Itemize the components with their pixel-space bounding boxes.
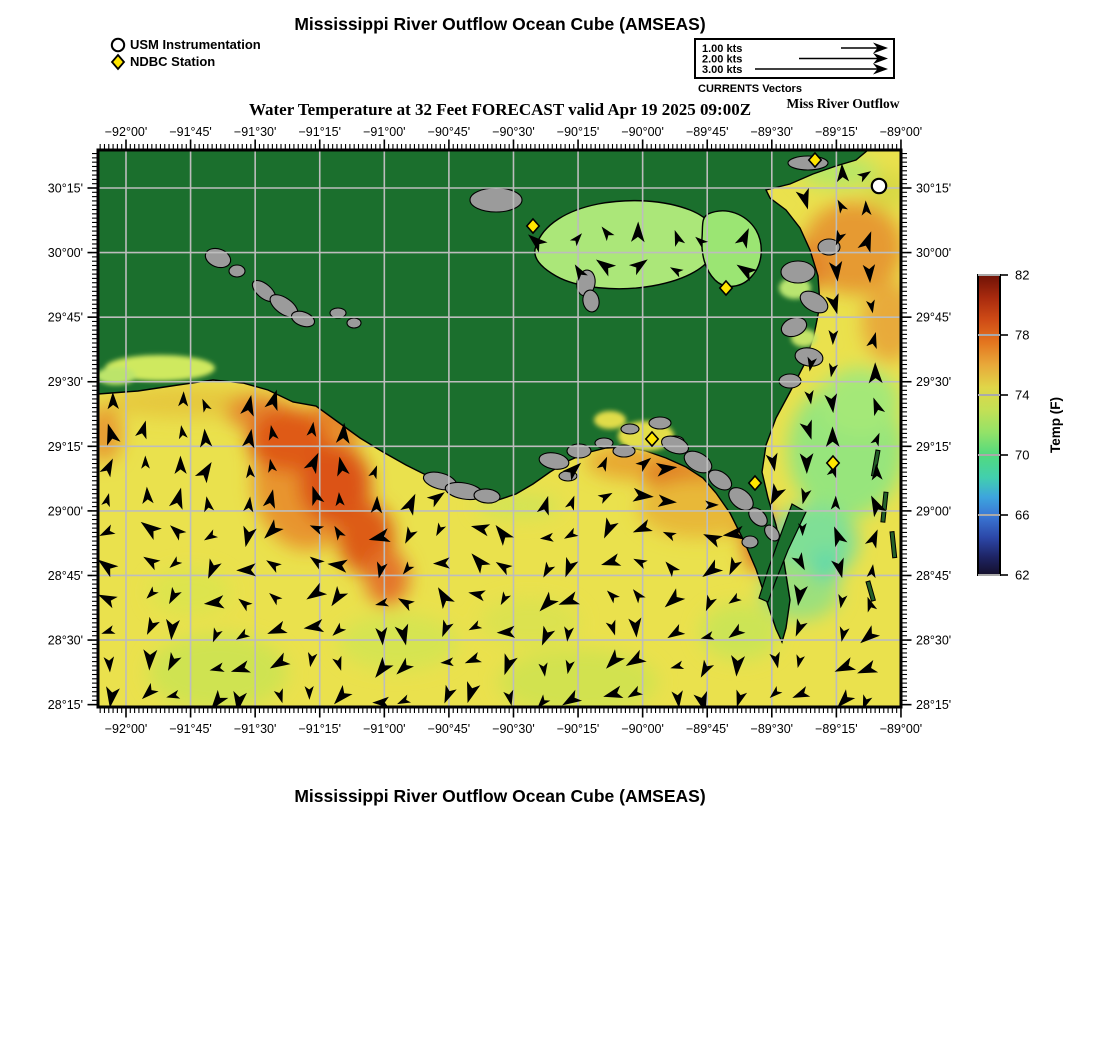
svg-text:70: 70 [1015, 447, 1030, 463]
svg-text:30°00': 30°00' [916, 246, 952, 261]
legend-label-usm: USM Instrumentation [130, 37, 261, 52]
svg-text:66: 66 [1015, 507, 1030, 523]
svg-text:−91°15': −91°15' [298, 722, 341, 736]
usm-circle-icon [110, 36, 130, 54]
map-layers [86, 150, 918, 715]
svg-text:−89°45': −89°45' [685, 722, 729, 736]
map-plot [47, 125, 952, 736]
svg-text:−89°30': −89°30' [750, 125, 794, 139]
svg-text:−91°00': −91°00' [363, 125, 406, 139]
svg-text:29°45': 29°45' [47, 310, 83, 325]
svg-text:30°15': 30°15' [916, 181, 952, 196]
svg-text:29°30': 29°30' [47, 375, 83, 390]
svg-text:−90°00': −90°00' [621, 722, 664, 736]
svg-text:−90°45': −90°45' [427, 125, 471, 139]
svg-text:28°15': 28°15' [47, 698, 83, 713]
svg-text:29°00': 29°00' [47, 504, 83, 519]
svg-text:−89°30': −89°30' [750, 722, 794, 736]
svg-text:2.00 kts: 2.00 kts [702, 53, 743, 66]
colorbar-title: Temp (F) [1048, 397, 1063, 453]
map-area [47, 125, 952, 736]
svg-text:−90°30': −90°30' [492, 125, 535, 139]
colorbar-area [968, 262, 1098, 597]
svg-text:29°15': 29°15' [916, 439, 952, 454]
station-legend [110, 36, 261, 70]
svg-text:30°00': 30°00' [47, 246, 83, 261]
svg-text:78: 78 [1015, 327, 1030, 343]
svg-text:30°15': 30°15' [47, 181, 83, 196]
currents-caption: CURRENTS Vectors [698, 83, 802, 95]
svg-text:−91°00': −91°00' [363, 722, 406, 736]
ndbc-diamond-icon [110, 53, 130, 71]
svg-text:62: 62 [1015, 567, 1030, 583]
region-label: Miss River Outflow [786, 96, 900, 111]
svg-text:−89°45': −89°45' [685, 125, 729, 139]
svg-text:3.00 kts: 3.00 kts [702, 64, 743, 76]
currents-scale-arrows [696, 40, 892, 76]
svg-text:−91°30': −91°30' [233, 125, 277, 139]
svg-text:29°30': 29°30' [916, 375, 952, 390]
legend-item-ndbc [110, 53, 261, 70]
svg-text:29°45': 29°45' [916, 310, 952, 325]
svg-text:28°30': 28°30' [916, 633, 952, 648]
currents-scale-box [694, 38, 895, 79]
legend-item-usm [110, 36, 261, 53]
svg-text:−89°15': −89°15' [815, 722, 858, 736]
svg-text:28°30': 28°30' [47, 633, 83, 648]
svg-text:−89°00': −89°00' [879, 722, 923, 736]
legend-label-ndbc: NDBC Station [130, 54, 216, 69]
footer-title: Mississippi River Outflow Ocean Cube (AMSEAS) [294, 786, 706, 806]
forecast-subtitle: Water Temperature at 32 Feet FORECAST valid Apr 19 2025 09:00Z [248, 100, 752, 119]
svg-text:−92°00': −92°00' [104, 125, 148, 139]
svg-text:1.00 kts: 1.00 kts [702, 43, 743, 55]
temp-colorbar [968, 262, 1098, 592]
svg-text:−90°00': −90°00' [621, 125, 664, 139]
svg-text:−90°45': −90°45' [427, 722, 471, 736]
svg-text:−90°15': −90°15' [556, 125, 600, 139]
svg-text:−92°00': −92°00' [104, 722, 148, 736]
svg-text:−90°15': −90°15' [556, 722, 600, 736]
svg-text:74: 74 [1015, 387, 1030, 403]
svg-text:−90°30': −90°30' [492, 722, 535, 736]
svg-text:−91°45': −91°45' [169, 125, 212, 139]
svg-text:82: 82 [1015, 267, 1030, 283]
page-title: Mississippi River Outflow Ocean Cube (AMSEAS) [294, 14, 706, 34]
svg-text:−89°15': −89°15' [815, 125, 858, 139]
svg-text:−89°00': −89°00' [879, 125, 923, 139]
svg-text:29°00': 29°00' [916, 504, 952, 519]
svg-text:28°45': 28°45' [916, 568, 952, 583]
svg-text:28°15': 28°15' [916, 698, 952, 713]
svg-text:29°15': 29°15' [47, 439, 83, 454]
svg-text:−91°30': −91°30' [233, 722, 277, 736]
usm-station-marker [872, 179, 886, 193]
svg-text:28°45': 28°45' [47, 568, 83, 583]
svg-text:−91°15': −91°15' [298, 125, 341, 139]
svg-text:−91°45': −91°45' [169, 722, 212, 736]
